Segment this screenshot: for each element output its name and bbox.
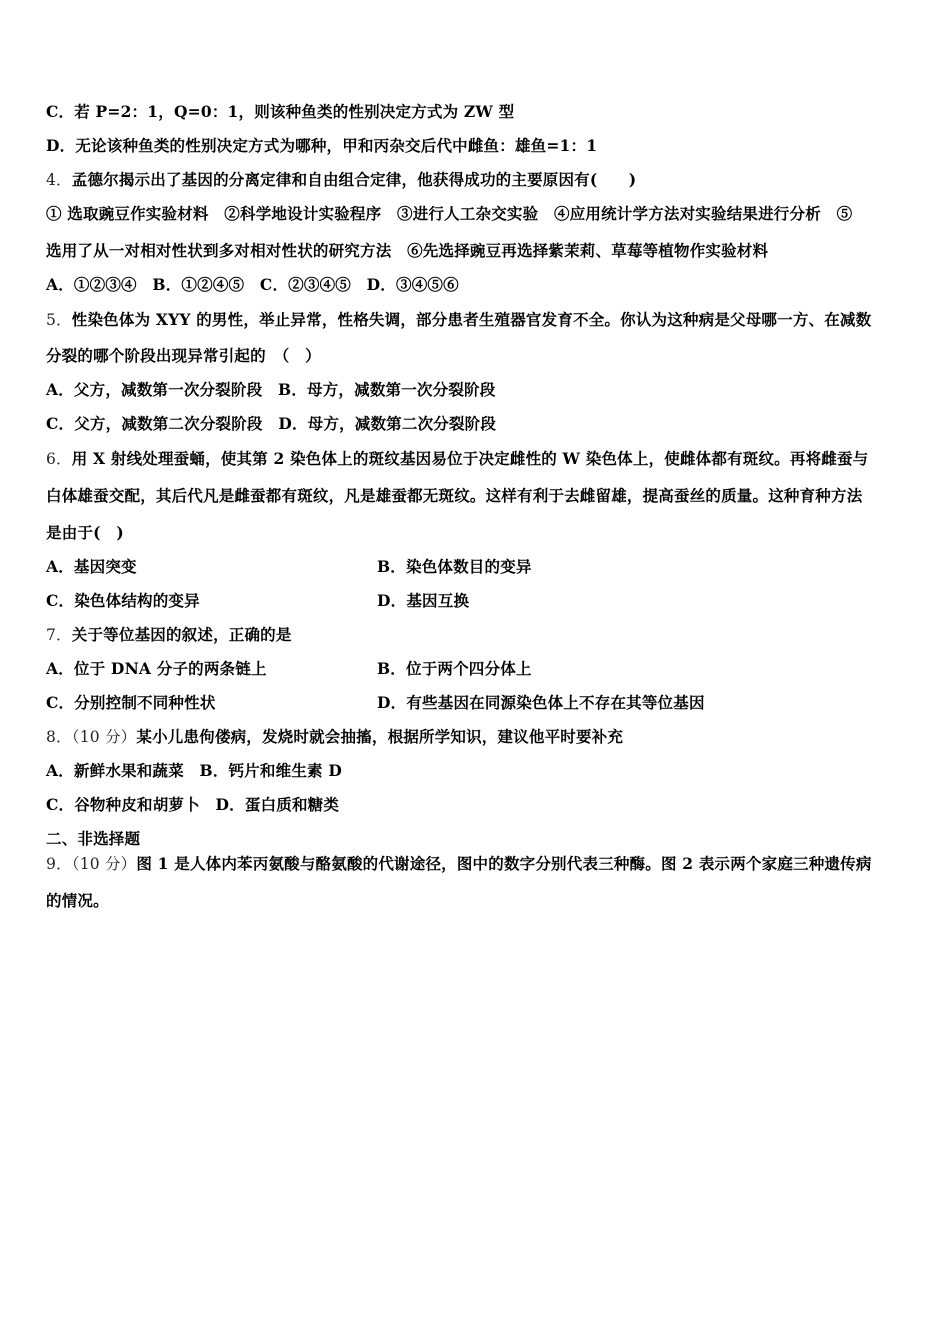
question-8-answers-ab: A．新鲜水果和蔬菜 B．钙片和维生素 D	[46, 761, 342, 780]
question-number: 7．	[46, 626, 72, 644]
question-4-options-line1: ① 选取豌豆作实验材料 ②科学地设计实验程序 ③进行人工杂交实验 ④应用统计学方法对实验结果进行分析 ⑤	[46, 204, 853, 223]
question-5-line2: 分裂的哪个阶段出现异常引起的 （ ）	[46, 346, 321, 365]
question-text: 孟德尔揭示出了基因的分离定律和自由组合定律，他获得成功的主要原因有( )	[71, 170, 637, 189]
question-text: 性染色体为 XYY 的男性，举止异常，性格失调，部分患者生殖器官发育不全。你认为这种病是父母哪一方、在减数	[71, 310, 872, 329]
question-number: 4．	[46, 171, 72, 189]
question-7-answers-cd	[46, 693, 705, 713]
question-text: 用 X 射线处理蚕蛹，使其第 2 染色体上的斑纹基因易位于决定雌性的 W 染色体上，使雌体都有斑纹。再将雌蚕与	[71, 449, 869, 468]
question-number: 8．（10 分）	[46, 728, 137, 746]
option-b: B．染色体数目的变异	[377, 557, 532, 576]
question-6-answers-ab	[46, 557, 532, 577]
question-5	[46, 310, 871, 330]
question-9	[46, 854, 872, 874]
option-c: C．分别控制不同种性状	[46, 693, 216, 712]
question-number: 6．	[46, 450, 72, 468]
option-d: D．有些基因在同源染色体上不存在其等位基因	[377, 693, 705, 712]
question-text: 某小儿患佝偻病，发烧时就会抽搐，根据所学知识，建议他平时要补充	[136, 727, 624, 746]
question-7-answers-ab	[46, 659, 532, 679]
question-text: 图 1 是人体内苯丙氨酸与酪氨酸的代谢途径，图中的数字分别代表三种酶。图 2 表示两个家庭三种遗传病	[136, 854, 872, 873]
question-7	[46, 625, 292, 645]
question-6-answers-cd	[46, 591, 470, 611]
option-a: A．基因突变	[46, 557, 137, 576]
question-8-answers-cd: C．谷物种皮和胡萝卜 D．蛋白质和糖类	[46, 795, 340, 814]
question-4	[46, 170, 636, 190]
option-c: C．染色体结构的变异	[46, 591, 200, 610]
option-a: A．位于 DNA 分子的两条链上	[46, 659, 267, 678]
question-number: 5．	[46, 311, 72, 329]
question-4-answers: A．①②③④ B．①②④⑤ C．②③④⑤ D．③④⑤⑥	[46, 275, 459, 294]
question-number: 9．（10 分）	[46, 855, 137, 873]
question-6-line2: 白体雄蚕交配，其后代凡是雌蚕都有斑纹，凡是雄蚕都无斑纹。这样有利于去雌留雄，提高蚕丝的质量。这种育种方法	[46, 486, 863, 505]
option-b: B．位于两个四分体上	[377, 659, 532, 678]
question-5-answers-ab: A．父方，减数第一次分裂阶段 B．母方，减数第一次分裂阶段	[46, 380, 496, 399]
option-c-line: C．若 P=2：1，Q=0：1，则该种鱼类的性别决定方式为 ZW 型	[46, 102, 515, 121]
option-d: D．基因互换	[377, 591, 470, 610]
question-4-options-line2: 选用了从一对相对性状到多对相对性状的研究方法 ⑥先选择豌豆再选择紫茉莉、草莓等植物作实验材料	[46, 241, 769, 260]
question-5-answers-cd: C．父方，减数第二次分裂阶段 D．母方，减数第二次分裂阶段	[46, 414, 497, 433]
question-text: 关于等位基因的叙述，正确的是	[71, 625, 292, 644]
question-6	[46, 449, 868, 469]
option-d-line: D．无论该种鱼类的性别决定方式为哪种，甲和丙杂交后代中雌鱼：雄鱼=1：1	[46, 136, 598, 155]
question-6-line3: 是由于( )	[46, 523, 124, 542]
section-heading: 二、非选择题	[46, 829, 141, 848]
question-9-line2: 的情况。	[46, 891, 109, 910]
question-8	[46, 727, 623, 747]
